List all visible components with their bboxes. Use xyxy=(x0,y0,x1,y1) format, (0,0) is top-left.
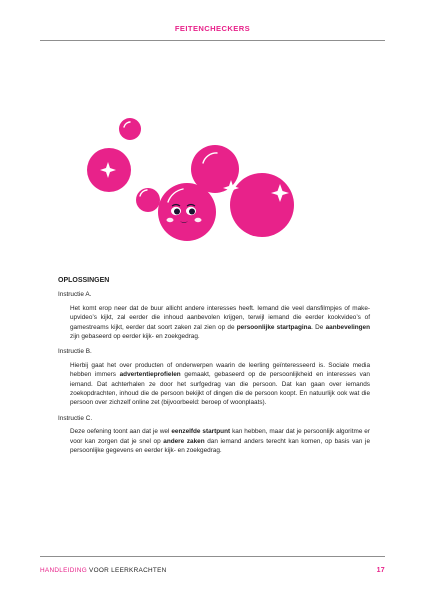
answer-keyword: aanbevelingen xyxy=(325,323,371,331)
footer-title-plain: VOOR LEERKRACHTEN xyxy=(86,567,167,574)
page-footer xyxy=(40,567,385,579)
section-title: OPLOSSINGEN xyxy=(58,277,110,284)
page-header-title: FEITENCHECKERS xyxy=(174,24,251,33)
instruction-label: Instructie A. xyxy=(58,291,92,299)
bubble-large-right xyxy=(230,173,294,237)
instructions-list xyxy=(58,290,370,455)
answer-keyword: andere zaken xyxy=(163,437,205,445)
instruction-label: Instructie B. xyxy=(58,348,92,356)
solutions-section xyxy=(58,276,370,462)
instruction-label: Instructie C. xyxy=(58,414,93,422)
answer-text: gemaakt, gebaseerd op de persoonlijkheid en interesses van iemand. Dat achterhalen ze door het surfgedrag van die persoon. Dat kan gaan over iemands zoekopdrachten, inhoud die de persoon bekijkt of dingen die de persoon koopt. En natuurlijk ook wat die persoon over zichzelf online zet (bijvoorbeeld: beroep of woonplaats). xyxy=(70,371,370,407)
answer-keyword: advertentieprofielen xyxy=(119,371,181,379)
footer-title xyxy=(40,567,167,574)
answer-text: . De xyxy=(311,323,326,331)
instruction-answer xyxy=(70,427,370,455)
answer-text: Hierbij gaat het over producten of onderwerpen waarin de leerling geïnteresseerd is. Sociale media hebben immers xyxy=(70,361,370,379)
instruction-answer xyxy=(70,304,370,342)
bubble-small-lower xyxy=(136,188,160,212)
answer-text: zijn gebaseerd op eerder kijk- en zoekgedrag. xyxy=(70,333,200,341)
answer-text: dan iemand anders terecht kan komen, op basis van je persoonlijke gegevens en eerder kijk- en zoekgedrag. xyxy=(70,437,370,455)
bubbles-illustration xyxy=(60,100,360,250)
answer-keyword: eenzelfde startpunt xyxy=(171,428,231,436)
answer-text: kan hebben, maar dat je persoonlijk algoritme er voor kan zorgen dat je snel op xyxy=(70,428,370,445)
page-number: 17 xyxy=(376,567,385,574)
answer-text: Deze oefening toont aan dat je wel xyxy=(70,428,172,436)
footer-divider xyxy=(40,556,385,557)
footer-title-accent: HANDLEIDING xyxy=(40,567,87,574)
instruction-answer xyxy=(70,361,370,408)
answer-text: Het komt erop neer dat de buur allicht andere interesses heeft. Iemand die veel dansfilmpjes of make-upvideo’s kijkt, zal eerder die inhoud aanbevolen krijgen, terwijl iemand die eerder kookvideo’s of gamestreams kijkt, eerder dat soort zaken zal zien op de xyxy=(70,304,370,331)
answer-keyword: persoonlijke startpagina xyxy=(236,323,312,331)
header-divider xyxy=(40,40,385,41)
